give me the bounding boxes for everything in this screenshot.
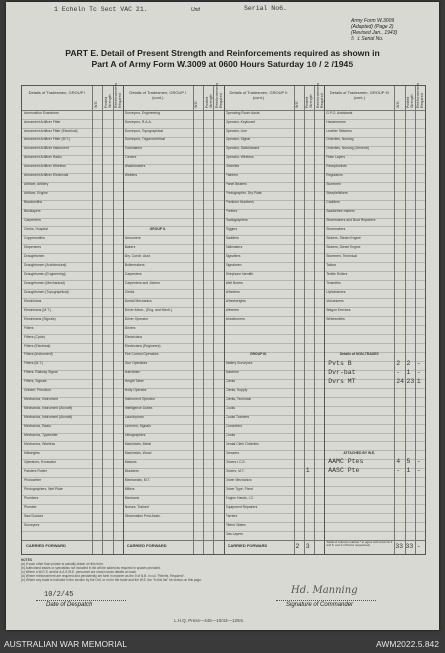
entry-we: - [396,467,401,475]
form-line: Army Form W.3009 [351,18,395,24]
trade-label: Nurses, Trained [124,504,149,509]
trade-label: Machinists, Wood [124,451,152,456]
entry-we: 2 [396,359,401,367]
col4-total-ps: 33 [405,543,414,550]
entry-ps: 5 [406,458,411,466]
trade-label: Instrument Operator [124,397,156,402]
part-label: PART E. [65,48,99,58]
trade-label: Dental Clerk Orderlies [225,442,259,447]
trade-label: Saddlers [225,236,239,241]
block-heading: Details of Tradesmen, GROUP II (cont.) [229,90,288,100]
column-heading: Reinforcements Required [114,82,122,108]
trade-label: Well Borers [225,280,243,285]
trade-label: Mechanists, M.T. [124,477,151,482]
column-heading: Reinforcements Required [214,82,223,108]
trade-label: Radiographers [225,218,248,223]
trade-label: Lithographers [124,433,146,438]
entry-ps: 1 [406,467,411,475]
despatch-label: Date of Despatch [46,602,93,608]
serial-value: 5 1 [351,36,361,42]
archive-footer [0,636,445,653]
entry-rr: - [416,458,421,466]
column-heading: Reinforcements Required [315,82,324,108]
trade-label: Electricians (M.T.) [24,307,51,312]
trade-label: Surveyors, Engineering [124,110,160,115]
commander-label: Signature of Commander [286,602,354,608]
strength-table [21,82,426,555]
archive-name: AUSTRALIAN WAR MEMORIAL [4,639,127,649]
trade-label: Watchmakers [124,164,146,169]
trade-label: Grinder, Precision [24,388,51,393]
entry-we: - [396,368,401,376]
entry-label: AAMC Ptes [328,458,364,466]
trade-label: Draughtsmen (Engineering) [24,271,66,276]
trade-label: Fitters (Cycle) [24,334,46,339]
column-heading: Posted Strength [305,94,314,108]
trade-label: Electricians (Engineers) [124,343,161,348]
carried-forward-label: CARRIED FORWARD [26,544,66,548]
column-divider [203,86,204,554]
trade-label: Upholsterers [326,289,346,294]
trade-label: Whitesmiths [326,316,345,321]
trade-label: Predictor Numbers [225,200,254,205]
trade-label: Ammunition Examiners [24,110,59,115]
trade-label: Driver Type, Fixed [225,486,253,491]
trade-label: Operator, Keyboard [225,119,256,124]
trade-label: Equipment Repairers [225,504,258,509]
form-line: (Adapted) (Page 2) [351,24,394,30]
trade-label: Toolmakers [124,146,143,151]
trade-label: Steeplefishers [326,191,348,196]
entry-rr: - [416,359,421,367]
entry-we: 4 [396,458,401,466]
trade-label: GROUP III. [249,352,268,357]
trade-label: Armourers [124,236,141,241]
column-heading: W.E. [295,100,299,108]
trade-label: Painters Flutter [24,468,47,473]
trade-label: Farriers [225,513,238,518]
serial-label: Serial No6. [244,5,287,12]
column-heading: W.E. [395,100,400,108]
column-heading: Posted Strength [406,94,414,108]
trade-label: Saw Doctors [24,513,44,518]
carried-forward-label: Totals of columns marked * to agree with columns 4 and 5, and 3 of Part A respectively [326,541,393,548]
trade-label: Receptionists [326,164,347,169]
column-divider [193,86,194,554]
trade-label: Operating Room Assts. [225,110,261,115]
entry-label: Dvr-bat [328,368,356,376]
entry-ps: 1 [406,368,411,376]
trade-label: Clerks [124,289,135,294]
trade-label: Mechanics, Wireless [24,442,56,447]
trade-label: Dispensers [24,244,41,249]
trade-label: Orderlies [225,164,240,169]
column-divider [405,86,406,554]
trade-label: Fitters' Mates [225,522,246,527]
trade-label: Fitters (M.T.) [24,361,44,366]
trade-label: Storemen, Technical [326,253,357,258]
trade-label: Carpenters [124,271,142,276]
driver-mt-posted: 1 [305,467,310,475]
commander-signature: Hd. Manning [291,585,358,596]
trade-label: Wheelwrights [225,298,246,303]
form-page [6,2,439,630]
trade-label: Saddletree makers [326,209,355,214]
entry-rr: - [416,467,421,475]
trade-label: Shoemakers and Boot Repairers [326,218,376,223]
trade-label: Observation Post Assts. [124,513,161,518]
entry-rr: 1 [416,377,421,385]
trade-label: Operator, Switchboard [225,146,260,151]
trade-label: Fire Control Operators [124,352,159,357]
trade-label: Fitters, Railway Signal [24,370,58,375]
trade-label: Battery Surveyors [225,361,253,366]
unit-value: 1 Echeln Tc Sect VAC 21. [54,6,148,13]
trade-label: Mechanics, Typewriter [24,433,58,438]
trade-label: Wagon Erectors [326,307,351,312]
trade-label: Armament Artificer Wireless [24,164,66,169]
despatch-line [36,600,126,601]
trade-label: Hammermen [326,119,346,124]
trade-label: Bakers [124,244,136,249]
trade-label: Painters [225,173,238,178]
trade-label: Turners [124,155,137,160]
trade-label: Concreters [225,424,243,429]
title-line-2: Part A of Army Form W.3009 at 0600 Hours Saturday 10 / 2 /1945 [91,59,354,70]
trade-label: Surveyors, R.A.A. [124,119,152,124]
col4-total-we: 33 [395,543,404,550]
form-line: (Revised Jan., 1943) [351,30,398,36]
column-divider [314,86,315,554]
trade-label: Cooks [225,406,236,411]
title-line-1 [6,48,439,59]
trade-label: Intelligence Duties [124,406,153,411]
trade-label: Fitters (Instrument) [24,352,53,357]
trade-label: Boilermakers [124,262,145,267]
trade-label: Armament Artificer Fitter (M.T.) [24,137,71,142]
trade-label: Printers [225,209,238,214]
col3-total-ps: 3 [305,543,310,550]
trade-label: Operator, Wireless [225,155,254,160]
date-day: 10 [306,60,317,70]
trade-label: Orderlies, Nursing (General) [326,146,369,151]
trade-label: Electricians [24,298,42,303]
trade-label: Telephone Identifn. [225,271,255,276]
trade-label: Drivers I.C.E. [225,459,246,464]
note-line: (c) Where a W.G.S. and/or A.A.S.W.E. personnel are shown show details on back. [21,570,137,574]
carried-forward-label: CARRIED FORWARD [126,544,167,548]
trade-label: Bricklayers [24,209,41,214]
archive-id: AWM2022.5.842 [376,639,439,649]
trade-label: Cooks [225,433,236,438]
trade-label: Operators, Excavator [24,459,57,464]
date-year: 194 [333,59,349,69]
trade-label: Fitters, Signals [24,379,47,384]
trade-label: Artificer, Engine [24,191,48,196]
column-heading: Reinforcements Required [416,82,425,108]
trade-label: Clerks, Technical [225,397,252,402]
printer-imprint: L.H.Q. Press—445—10/43—125m. [174,618,245,623]
column-heading: W.E. [194,100,199,108]
trade-label: Holly Operator [124,388,147,393]
block-divider [224,86,225,554]
note-line: (b) Authorised trades or specialists not included in list will be added as required in spaces provided. [21,566,161,570]
trade-label: Tailors [326,262,337,267]
trade-label: Electricians [124,334,143,339]
trade-label: Operator, Line [225,128,247,133]
trade-label: Coppersmiths [24,236,45,241]
trade-label: Clerks, Supply [225,388,248,393]
trade-label: ATTACHED BY W.E. [343,451,376,456]
trade-label: Photowriter [24,477,42,482]
trade-label: Armament Artificer Instrument [24,146,69,151]
form-reference [351,18,397,42]
trade-label: Welders [124,173,138,178]
trade-label: Wiremen [225,307,240,312]
trade-label: Electricians (Signals) [24,316,56,321]
trade-label: Drivers [124,325,136,330]
form-line: Serial No. [361,36,384,42]
trade-label: Mechanics, Instrument [24,397,59,402]
block-divider [123,86,124,554]
block-divider [324,86,325,554]
trade-label: Driver-Mech., (Eng. and Mech.) [124,307,173,312]
trade-label: Details of NON-TRADES [339,352,379,357]
block-heading: Details of Tradesmen, GROUP I [28,90,86,95]
entry-label: Dvrs MT [328,377,356,385]
trade-label: Leather Stitchers [326,128,352,133]
trade-label: Butchers [225,370,239,375]
entry-ps: 23 [406,377,415,385]
trade-label: Mechanic [124,495,140,500]
entry-ps: 2 [406,359,411,367]
note-line: (d) Where reinforcement are required and persistently set forth in manner as the 9 of N.B. in col. "Reinfts. Required". [21,574,186,578]
notes-label: NOTES [21,558,32,562]
title-text: Detail of Present Strength and Reinforcements required as shown in [100,48,380,58]
trade-label: Dental Mechanics [124,298,152,303]
trade-label: Clerks [225,379,236,384]
notes-section [21,558,424,582]
trade-label: Dry. Cond'r, Asst. [124,253,151,258]
entry-label: AASC Pte [328,467,360,475]
trade-label: Mechanics, Radio [24,424,51,429]
despatch-date: 10/2/45 [44,591,74,599]
trade-label: Masons [124,459,137,464]
trade-label: Moulders [124,468,139,473]
trade-label: Millers [124,486,135,491]
trade-label: Photographer, Dry Plate [225,191,262,196]
trade-label: Operator, Signal [225,137,251,142]
trade-label: Fitters [24,325,34,330]
trade-label: Sailmakers [225,244,243,249]
signature-line [276,600,376,601]
trade-label: Driver Operator [124,316,149,321]
trade-label: Woodturners [225,316,245,321]
block-heading: Details of Tradesmen, GROUP III (cont.) [329,90,389,100]
trade-label: Draughtsmen [24,253,45,258]
column-divider [92,86,93,554]
note-line: (a) If such other than private is actually drawn on this form. [21,562,104,566]
note-line: (e) Where any trade is included in the section by the Ord. or not in the trade and the W.E. the "in this list" be shown on this page. [21,578,202,582]
trade-label: Regulators [326,173,343,178]
column-heading: W.E. [93,100,98,108]
trade-label: Fitters (Electrical) [24,343,51,348]
carried-forward-label: CARRIED FORWARD [227,544,268,548]
column-divider [294,86,295,554]
trade-label: Engine Hands, I.C. [225,495,254,500]
form-title [6,48,439,71]
trade-label: Plumber [24,504,37,509]
trade-label: Mechanics, Instrument (Aircraft) [24,406,73,411]
form-line [351,36,397,42]
trade-label: Signallers [225,253,241,258]
trade-label: Cooks Trainees [225,415,250,420]
trade-label: Armament Artificer Radio [24,155,62,160]
trade-label: Wheelers [225,289,240,294]
trade-label: Draughtsmen (Topographical) [24,289,69,294]
entry-we: 24 [396,377,405,385]
trade-label: Shoemakers [326,227,346,232]
trade-label: Tinsmiths [326,280,341,285]
trade-label: Millwrights [24,451,40,456]
entry-rr: - [416,368,421,376]
unit-label: Unit [191,7,200,13]
trade-label: Gun Operators [124,361,148,366]
trade-label: Stokers, Diesel Engine [326,244,361,249]
trade-label: Orderlies, Nursing [326,137,354,142]
trade-label: G.P.O. Assistants [326,110,353,115]
trade-label: Mechanics, Instrument (Aircraft) [24,415,73,420]
trade-label: Dressers [225,451,240,456]
trade-label: Vulcanizers [326,298,344,303]
trade-label: Riggers [225,227,238,232]
trade-label: Draughtsmen (Mechanical) [24,280,65,285]
trade-label: Driver Mechanics [225,477,252,482]
title-text: Part A of Army Form W.3009 at 0600 Hours Saturday [91,59,305,69]
column-divider [113,86,114,554]
date-year-suffix: 5 [348,60,354,70]
trade-label: Armament Artificer Fitter [24,119,61,124]
trade-label: GROUP II. [149,227,166,232]
trade-label: Blacksmiths [24,200,43,205]
column-divider [102,86,103,554]
trade-label: Carpenters [24,218,41,223]
trade-label: Carpenters and Joiners [124,280,160,285]
trade-label: Artificer, Artillery [24,182,49,187]
trade-label: Plate Layers [326,155,346,160]
column-divider [304,86,305,554]
trade-label: Photographers, Wet Plate [24,486,63,491]
trade-label: Armament Artificer Electricals [24,173,69,178]
trade-label: Armament Artificer Fitter (Electrical) [24,128,78,133]
trade-label: Machinists, Metal [124,442,151,447]
trade-label: Panel Beaters [225,182,247,187]
trade-label: Plumbers [24,495,39,500]
column-divider [415,86,416,554]
trade-label: Hatchmen [124,370,141,375]
column-heading: Posted Strength [103,94,112,108]
trade-label: Surveyors, Topographical [124,128,163,133]
date-month: 2 [323,60,330,70]
trade-label: Height Taker [124,379,144,384]
block-heading: Details of Tradesmen, GROUP I (cont.) [129,90,187,100]
trade-label: Clerks, Hospital [24,227,48,232]
trade-label: Surveyors, Trigonometrical [124,137,166,142]
trade-label: Laundryman [124,415,144,420]
trade-label: Storemen [326,182,341,187]
trade-label: Surveyors [24,522,40,527]
column-heading: Posted Strength [204,94,213,108]
col4-total-rr: - [416,543,421,550]
trade-label: Drivers, M.T. [225,468,245,473]
entry-label: Pvts B [328,359,352,367]
col3-total-we: 2 [295,543,300,550]
trade-label: Stokers, Steam Engine [326,236,361,241]
column-divider [213,86,214,554]
column-divider [394,86,395,554]
trade-label: Linemen, Signals [124,424,151,429]
trade-label: Gas Layers [225,531,243,536]
trade-label: Textile Rollers [326,271,348,276]
trade-label: Signalmen [225,262,242,267]
trade-label: Caddlers [326,200,340,205]
trade-label: Draughtsmen (Architectural) [24,262,67,267]
